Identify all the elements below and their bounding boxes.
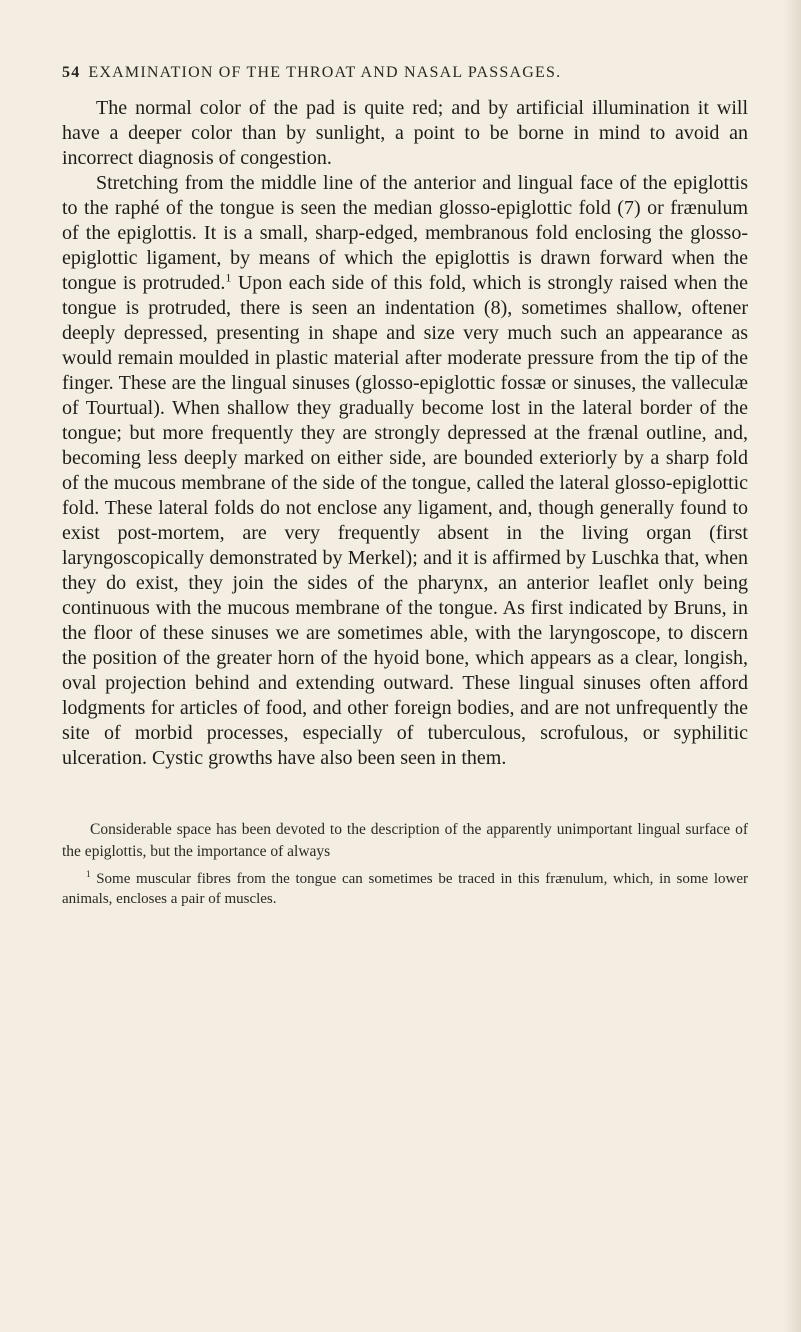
footnote <box>62 869 748 909</box>
page-number: 54 <box>62 64 81 81</box>
footnote-reference: 1 <box>225 270 232 285</box>
running-head <box>62 64 752 82</box>
page-edge-shadow <box>783 0 801 1332</box>
running-title: EXAMINATION OF THE THROAT AND NASAL PASSAGES. <box>88 64 562 81</box>
footnote-marker: 1 <box>86 869 91 879</box>
footnote-text-line <box>62 869 748 909</box>
small-print-paragraph: Considerable space has been devoted to the description of the apparently unimportant lingual surface of the epiglottis, but the importance of always <box>62 821 748 860</box>
small-print-section <box>62 819 748 863</box>
paragraph-2-part-2: Upon each side of this fold, which is strongly raised when the tongue is protruded, there is seen an indentation (8), sometimes shallow, oftener deeply depressed, presenting in shape and size very much such an appearance as would remain moulded in plastic material after moderate pressure from the tip of the finger. These are the lingual sinuses (glosso-epiglottic fossæ or sinuses, the valleculæ of Tourtual). When shallow they gradually become lost in the lateral border of the tongue; but more frequently they are strongly depressed at the frænal outline, and, becoming less deeply marked on either side, are bounded exteriorly by a sharp fold of the mucous membrane of the side of the tongue, called the lateral glosso-epiglottic fold. These lateral folds do not enclose any ligament, and, though generally found to exist post-mortem, are very frequently absent in the living organ (first laryngoscopically demonstrated by Merkel); and it is affirmed by Luschka that, when they do exist, they join the sides of the pharynx, an anterior leaflet only being continuous with the mucous membrane of the tongue. As first indicated by Bruns, in the floor of these sinuses we are sometimes able, with the laryngoscope, to discern the position of the greater horn of the hyoid bone, which appears as a clear, longish, oval projection behind and extending outward. These lingual sinuses often afford lodgments for articles of food, and other foreign bodies, and are not unfrequently the site of morbid processes, especially of tuberculous, scrofulous, or syphilitic ulceration. Cystic growths have also been seen in them. <box>62 272 748 769</box>
main-text <box>62 96 748 771</box>
paragraph-1: The normal color of the pad is quite red; and by artificial illumination it will have a deeper color than by sunlight, a point to be borne in mind to avoid an incorrect diagnosis of congestion. <box>62 97 748 169</box>
paragraph-2 <box>62 171 748 771</box>
paragraph-2-part-1: Stretching from the middle line of the anterior and lingual face of the epiglottis to the raphé of the tongue is seen the median glosso-epiglottic fold (7) or frænulum of the epiglottis. It is a small, sharp-edged, membranous fold enclosing the glosso-epiglottic ligament, by means of which the epiglottis is drawn forward when the tongue is protruded. <box>62 172 748 294</box>
footnote-text: Some muscular fibres from the tongue can sometimes be traced in this frænulum, which, in some lower animals, encloses a pair of muscles. <box>62 871 748 907</box>
